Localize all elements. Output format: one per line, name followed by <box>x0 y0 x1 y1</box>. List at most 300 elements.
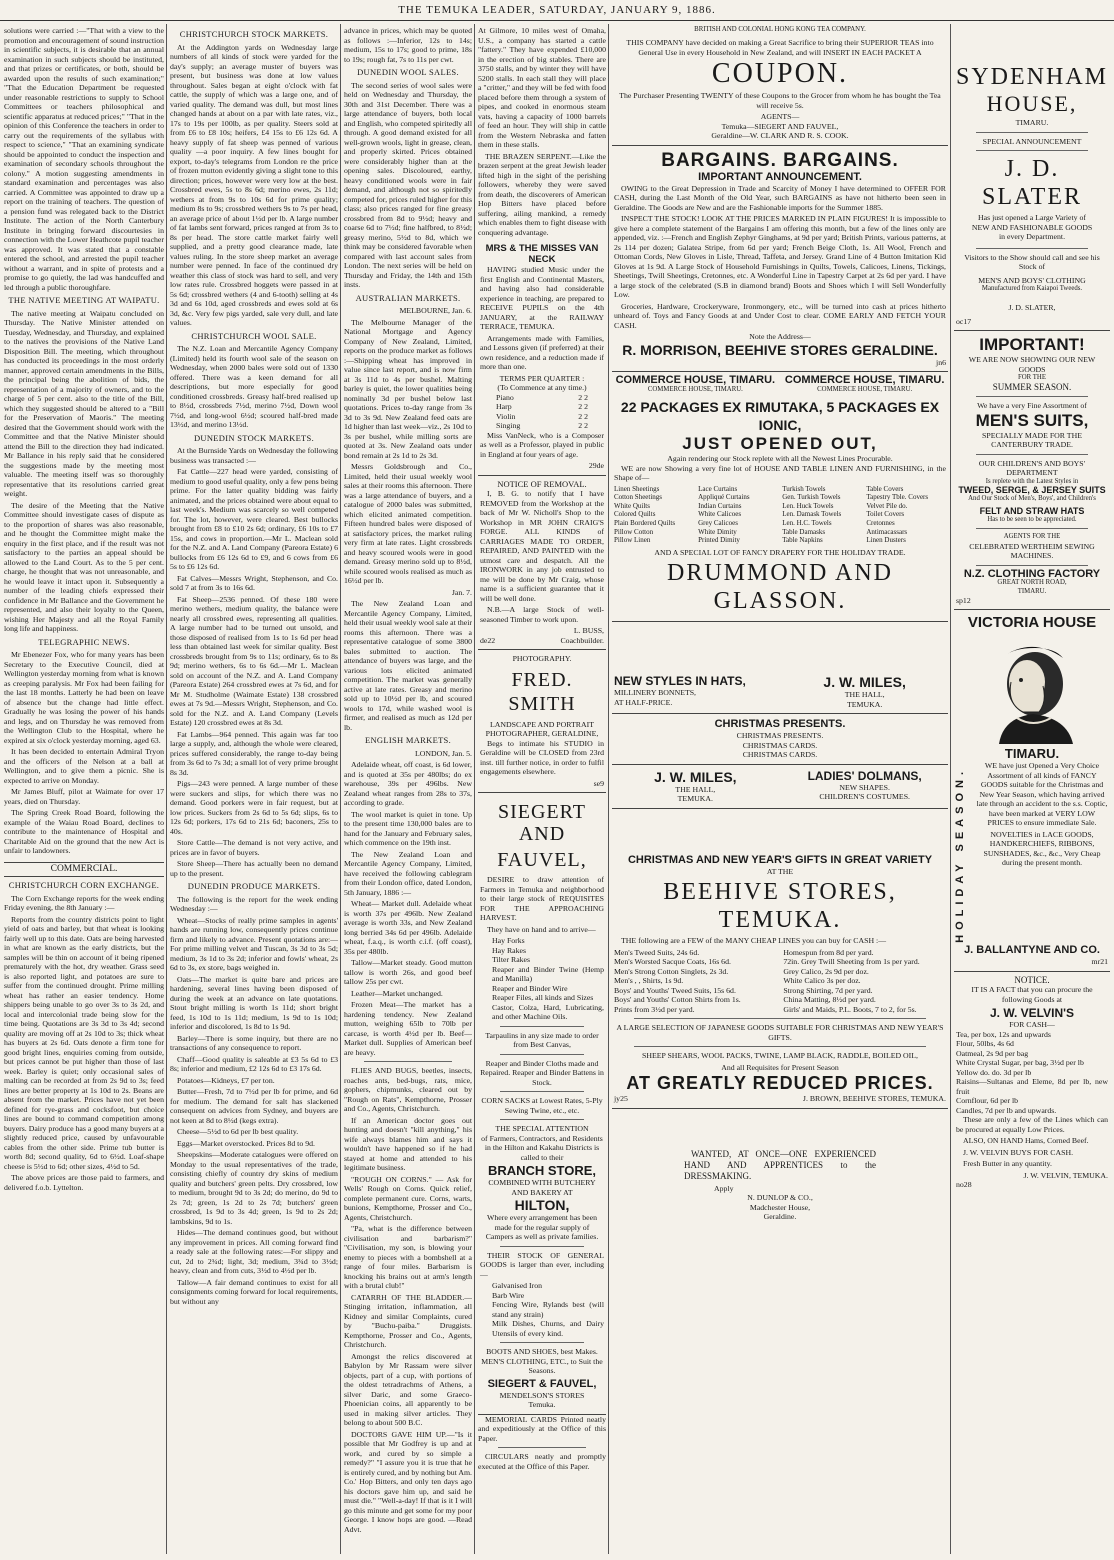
continued-paragraph: advance in prices, which may be quoted as follows :—Inferior, 12s to 14s; medium, 15s to 17s; good to prime, 18s to 19s; rough fat, 7s to 11s per cwt. <box>344 26 472 64</box>
branch-paragraph: Where every arrangement has been made for the regular supply of Campers as well as private families. <box>485 1213 599 1241</box>
hats-title: NEW STYLES IN HATS, <box>614 674 746 689</box>
packages-line: 22 PACKAGES EX RIMUTAKA, 5 PACKAGES EX IONIC, <box>620 399 940 434</box>
velvin-price-list <box>956 1030 1108 1116</box>
branch-store-sub: COMBINED WITH BUTCHERY AND BAKERY AT <box>488 1178 596 1197</box>
christmas-lines <box>614 731 946 760</box>
list-item: Toilet Covers <box>866 510 905 519</box>
native-paragraph: The native meeting at Waipatu concluded on Thursday. The Native Minister attended on Tuesday, Wednesday, and Thursday, and explained to the natives the provisions of the Native Land Disposition Bill. The meeting, which throughout has conducted its proceedings in the most orderly manner, approved certain amendments in the Bills, the principal being the abolition of bids, the representation of a majority of owners, and to the charge of 5 per cent. also to the title of the Bill, which they suggested should be altered to a "Bill for the Preservation of Maoris." The meeting desired that the Government should work with the Committee and that the Native Minister should attend the Bill to the direction they had indicated. Mr Ballance in his reply said that he considered the suggestions made by the meeting most valuable. The meeting itself was so thoroughly representative that its resolutions carried great weight. <box>4 308 164 498</box>
victoria-paragraph: WE have just Opened a Very Choice Assortment of all kinds of FANCY GOODS suitable for the Christmas and New Year Season, which having arrived late through an accident to the s.s. Coptic, have been marked at VERY LOW PRICES to ensure immediate Sale. <box>976 761 1108 828</box>
canterbury-line: SPECIALLY MADE FOR THE CANTERBURY TRADE. <box>982 430 1082 450</box>
divider <box>500 1119 584 1120</box>
dunedin-stock-paragraph: Fat Sheep—2536 penned. Of these 180 were merino wethers, medium quality, the balance were nearly all crossbred ewes, representing all qualities. A large number had to be turned out unsold, and those disposed of realised from 1s to 1s 6d per head less than obtained last week for similar quality. Best crossbreds brought from 9s to 11s; ordinary, 6s to 8s 9d; merino wethers, 6s to 6s 6d.—Mr L. Maclean sold on account of the N.Z. and A. Land Company (Pareora Estate) 264 crossbred ewes at 7s 6d, and for Mr M. Studholme (Waimate Estate) 138 crossbred ewes at 7s 9d.—Messrs Wright, Stephenson, and Co. sold for the N.Z. and A. Land Company (Levels Estate) 120 crossbred ewes at 8s 3d. <box>170 594 338 727</box>
list-item: Homespun from 8d per yard. <box>783 947 874 957</box>
tea-paragraph: The Purchaser Presenting TWENTY of these Coupons to the Grocer from whom he has bought the Tea will receive 5s. <box>619 91 941 110</box>
advert-paragraph: If an American doctor goes out hunting and doesn't "kill anything," his wife always blames him and says it wouldn't have happened so if he had stayed at home and attended to his legitimate business. <box>344 1115 472 1172</box>
list-item: Men's , , Shirts, 1s 9d. <box>614 976 684 986</box>
advert-paragraph: DOCTORS GAVE HIM UP.—"Is it possible that Mr Godfrey is up and at work, and cured by so simple a remedy?" "I assure you it is true that he is entirely cured, and by nothing but Am. Co.' Hop Bitters, and only ten days ago his doctors gave him up, and said he must die." "Well-a-day! If that is it I will go this minute and get some for my poor George. I know hops are good. —Read Advt. <box>344 1429 472 1534</box>
nz-timaru-line: TIMARU. <box>1017 587 1047 595</box>
terms-row <box>480 412 604 422</box>
dunedin-stock-paragraph: Fat Cattle—227 head were yarded, consisting of medium to good useful quality, only a few pens being prime. For the latter quality bidding was fairly animated, and the prices obtained were about equal to last week's. Medium was scarcely so well competed for. The lot, however, were cleared. Best bullocks brought from £8 to £10 2s 6d; ordinary, £6 10s to £7 15s, and cows in proportion.—Mr L. Maclean sold for the N.Z. and A. Land Company (Pareora Estate) 6 bullocks from £6 12s 6d to £9, and 6 cows from £6 5s to £6 12s 6d. <box>170 467 338 571</box>
miles-hats-advert <box>612 670 948 714</box>
produce-paragraph: Cheese—5½d to 6d per lb best quality. <box>177 1127 299 1136</box>
christmas-title: CHRISTMAS PRESENTS. <box>714 718 846 731</box>
list-item: Grey Calicoes <box>698 518 738 527</box>
list-item: White Quilts <box>614 501 650 510</box>
advert-paragraph: FLIES AND BUGS, beetles, insects, roaches ants, bed-bugs, rats, mice, gophers, chipmunks, cleared out by "Rough on Rats", Kempthorne, Prosser and Co., Agents, Christchurch. <box>344 1066 472 1113</box>
list-item: Indian Curtains <box>698 501 742 510</box>
list-item: Candles, 7d per lb and upwards. <box>956 1105 1057 1115</box>
dolmans-sub: NEW SHAPES. <box>839 782 890 792</box>
timaru-line: TIMARU. <box>1015 118 1049 127</box>
van-neck-paragraph: Arrangements made with Families, and Lessons given (if preferred) at their own residence, and a reduction made if more than one. <box>480 333 604 371</box>
divider <box>976 248 1088 249</box>
divider <box>976 454 1088 455</box>
dressmaking-advert <box>612 1145 948 1226</box>
list-item: China Matting, 8½d per yard. <box>783 995 876 1005</box>
dunedin-wool-paragraph: The second series of wool sales were held on Wednesday and Thursday, the 30th and 31st December. There was a large attendance of buyers, both local and English, who competed spiritedly all through. A good demand existed for all well-grown wools, light in grease, clean, and properly skirted. Prices obtained were considerably higher than at the opening sales. Discoloured, earthy, heavy conditioned wools were in fair demand, and although not so spiritedly competed for, prices ruled higher for this class; also prices ranged for fine greasy crossbred from 8d to 9½d; heavy and coarse 6d to 7½d; fine halfbred, to 8½d; greasy merino, 5½d to 8d, which we think may be considered favorable when compared with last account sales from London. The next series will be held on Thursday and Friday, the 14th and 15th insts. <box>344 80 472 289</box>
ad-code: 29de <box>588 461 604 470</box>
terms-price: 2 2 <box>578 411 588 421</box>
advert-paragraph: CATARRH OF THE BLADDER.—Stinging irritation, inflammation, all Kidney and similar Complaints, cured by "Buchu-paiba." Druggists. Kempthorne, Prosser and Co., Agents, Christchurch. <box>344 1292 472 1349</box>
australian-paragraph: Messrs Goldsbrough and Co., Limited, held their usual weekly wool sales at their rooms this afternoon. There was a large attendance of buyers, and a catalogue of 2000 bales was submitted, which elicited animated competition. Fifteen hundred bales were disposed of at satisfactory prices, the market ruling very firm at late rates. Light crossbreds and heavy scoured wools were in good demand. Greasy merino sold up to 8½d, while scoured wools realised as much as 16½d per lb. <box>344 462 472 585</box>
list-item: Tilter Rakes <box>492 955 531 964</box>
list-item: Yellow do. do. 3d per lb <box>956 1067 1032 1077</box>
cheap-lines-list <box>614 948 777 1015</box>
list-item: Galvanised Iron <box>492 1281 543 1290</box>
divider <box>976 528 1088 529</box>
list-item: Raisins—Sultanas and Eleme, 8d per lb, new fruit <box>956 1077 1108 1096</box>
commerce-house-title: COMMERCE HOUSE, TIMARU. <box>784 374 945 387</box>
van-neck-paragraph: HAVING studied Music under the first English and Continental Masters, and having also had considerable experience in teaching, are prepared to RECEIVE PUPILS on the 4th JANUARY, at the RAILWAY TERRACE, TEMUKA. <box>480 265 604 331</box>
telegraphic-paragraph: Mr Ebenezer Fox, who for many years has been Secretary to the Executive Council, died at Wellington yesterday morning from what is known as creeping paralysis. Mr Fox had been failing for the last 18 months. Latterly he had been on leave of absence but the change had little effect. Gradually he was losing the power of his hands and legs, and on Thursday he was removed from the Wellington Club to the Hospital, where he expired at six o'clock yesterday morning, aged 63. <box>4 650 164 745</box>
siegert-list <box>480 936 604 1022</box>
divider <box>634 1046 926 1047</box>
removal-signature: L. BUSS, <box>573 626 604 635</box>
divider <box>976 132 1088 133</box>
slater-line: in every Department. <box>998 232 1066 241</box>
column-rule <box>950 24 951 1554</box>
divider <box>364 1061 452 1062</box>
replete-line: Is replete with the Latest Styles in <box>985 477 1079 485</box>
divider <box>500 1342 584 1343</box>
list-item: Table Damasks <box>782 527 826 536</box>
terms-row <box>480 393 604 403</box>
nz-factory-title: N.Z. CLOTHING FACTORY <box>963 567 1101 580</box>
general-stock-list <box>480 1281 604 1338</box>
for-cash: FOR CASH— <box>1009 1020 1055 1030</box>
cheap-lines-list <box>783 948 946 1015</box>
produce-paragraph: Barley—There is some inquiry, but there are no transactions of any consequence to report. <box>170 1033 338 1052</box>
list-item: Linen Dusters <box>866 536 906 545</box>
advert-paragraph: "Pa, what is the difference between civilisation and barbarism?" "Civilisation, my son, is blowing your enemy to pieces with a bombshell at a range of four miles. Barbarism is knocking his brains out at arm's length with a brutal club!" <box>344 1224 472 1290</box>
velvin-buys: J. W. VELVIN BUYS FOR CASH. <box>963 1147 1074 1157</box>
produce-paragraph: Eggs—Market overstocked. Prices 8d to 9d. <box>177 1138 315 1148</box>
list-item: Plain Bordered Quilts <box>614 518 676 527</box>
tarpaulins-line: Tarpaulins in any size made to order from Best Canvas, <box>485 1030 599 1049</box>
list-item: Barb Wire <box>492 1290 525 1300</box>
list-item: Printed Dimity <box>698 536 740 545</box>
ad-code: oc17 <box>956 316 972 326</box>
wool-paragraph: The N.Z. Loan and Mercantile Agency Company (Limited) held its fourth wool sale of the season on Wednesday, when 2000 bales were sold out of 1330 offered. There was a keen demand for all descriptions, but more especially for good conditioned crossbreds. Greasy half-bred realised up to 8½d, crossbreds 7½d, merino 7½d, Down wool 7½d, and long-wool 6½d; scoured half-bred made 13½d, and merino 13½d. <box>170 344 338 429</box>
list-item: Table Covers <box>866 484 904 493</box>
tea-company-banner: BRITISH AND COLONIAL HONG KONG TEA COMPANY. <box>694 26 866 33</box>
corn-paragraph: The above prices are those paid to farmers, and delivered f.o.b. Lyttelton. <box>4 1173 164 1192</box>
list-item: Reaper and Binder Wire <box>492 983 568 993</box>
hilton-title: HILTON, <box>514 1197 570 1213</box>
memorial-cards: MEMORIAL CARDS Printed neatly and expeditiously at the Office of this Paper. <box>478 1414 606 1443</box>
siegert-list-intro: They have on hand and to arrive— <box>487 924 596 934</box>
australian-paragraph: The Melbourne Manager of the National Mortgage and Agency Company of New Zealand, Limited, reports on the produce market as follows :—Shipping wheat has improved in value since last report, and is now firm at 3s 11d to 4s per bushel. Malting barley is quiet, the lower qualities being nominally 3d per bushel below last quotations. Prices to-day range from 3s 3d to 3s 9d. New Zealand feed oats are 1d higher than last week—viz., 2s 10d to 3s per bushel, while milling sorts are quoted at 3s. New Zealand oats under bond remain at 2s 1d to 2s 3d. <box>344 317 472 460</box>
special-announcement: SPECIAL ANNOUNCEMENT <box>982 136 1082 146</box>
van-neck-advert <box>478 239 606 476</box>
special-attention-paragraph: of Farmers, Contractors, and Residents in the Hilton and Kakahu Districts is called to their <box>481 1133 603 1162</box>
hats-sub: MILLINERY BONNETS, <box>614 688 697 698</box>
north-road-line: GREAT NORTH ROAD, <box>997 579 1067 587</box>
terms-item: Piano <box>496 392 514 402</box>
terms-note: Miss VanNeck, who is a Composer as well as a Professor, played in public in England at four years of age. <box>480 430 604 459</box>
reaper-line: Reaper and Binder Cloths made and Repaired. Reaper and Binder Battens in Stock. <box>480 1058 604 1087</box>
photographer-name: FRED. SMITH <box>508 668 576 715</box>
terms-row <box>480 402 604 412</box>
miles-hall: THE HALL, <box>675 784 716 794</box>
bargains-paragraph: Groceries, Hardware, Crockeryware, Ironmongery, etc., will be turned into cash at prices hitherto unheard of. Toys and Fancy Goods at and Under Cost to clear. COME EARLY AND FETCH YOUR CASH. <box>614 301 946 330</box>
list-item: Castor, Colza, Hard, Lubricating, and other Machine Oils. <box>492 1002 604 1021</box>
slater-line: Manufactured from Kaiapoi Tweeds. <box>981 285 1083 292</box>
sydenham-advert <box>954 26 1110 331</box>
list-item: White Dimity <box>698 527 737 536</box>
agent-line: Temuka—SIEGERT AND FAUVEL, <box>721 121 839 131</box>
showing-line: WE ARE NOW SHOWING OUR NEW GOODS <box>968 355 1096 374</box>
novelties-paragraph: NOVELTIES in LACE GOODS, HANDKERCHIEFS, RIBBONS, SUNSHADES, &c., &c., Very Cheap during the present month. <box>983 829 1101 868</box>
bargains-paragraph: INSPECT THE STOCK! LOOK AT THE PRICES MARKED IN PLAIN FIGURES! It is impossible to give here a complete statement of the Bargains I am offering this month, but a few of the lines only are appended, viz. :—French and English Zephyr Ginghams, at 9d per yard; British Prints, various patterns, at 2s 114 per dozen; Galatea Stripe, from 6d per yard; French Beige Cloth, 1s. All Wool, French and Ottoman Cords, New Gloves in Lisle, Thread, Taffeta, and Jersey. Grand Line of 4 Button Imitation Kid Gloves at 1s 9d. A Large Stock of Household Furnishings in Quilts, Towels, Calicoes, Linens, Tickings, Sheetings, Twill Sheetings, Cretonnes, etc. A Wonderful Line in Tapestry Carpet at 2s 6d per yard. I have a large stock of the celebrated (S.B in diamond brand) Boots and Shoes which I will Sell Wonderfully Low. <box>614 214 946 300</box>
miles-town: TEMUKA. <box>847 699 883 709</box>
stock-paragraph: At the Addington yards on Wednesday large numbers of all kinds of stock were yarded for the day's supply; an average muster of buyers was present, but business was done at low values throughout. Sales began at eight o'clock with fat cattle, the supply of which was a large one, and of varied quality. The demand was dull, but most lines changed hands at about on a par with late rates, viz., 17s to 19s per 100lb, as per quality. Steers sold at from £6 to £8 10s; heifers, £4 15s to £6 12s 6d. A heavy supply of fat sheep was penned of various quality —a poor inquiry. A few lines bought for export, to-day's telegrams from London re the price of frozen mutton evidently giving a slight tone to this direction; prices, however were very low at the best. Crossbred ewes, 5s to 8s 6d; merino ewes, 2s 11d; wethers at from 9s to 10s 6d for prime quality; medium 8s to 9s; crossbred wethers 9s to 7s per head, an average price of about 1½d per lb. A large number of fat lambs sent forward, prices ranged at from 3s to 8s per head. The store cattle market fairly well supplied, and a pretty good clearance made, late values ruling. In the store sheep market an average number were penned. In face of the continued dry weather this class of stock was hard to sell, and very low rates rule. Crossbred hoggets were passed in at 5s 6d; crossbred wethers (4 and 6-tooth) selling at 4s 3d and 6s 10d, aged crossbreds and ewes sold at 6s 3d, &c. Very few pigs yarded, sale very dull, and late values. <box>170 42 338 327</box>
victoria-title: VICTORIA HOUSE <box>967 614 1097 632</box>
removal-paragraph: N.B.—A large Stock of well-seasoned Timber to work upon. <box>480 605 604 624</box>
dolmans-title: LADIES' DOLMANS, <box>807 768 922 783</box>
produce-paragraph: Chaff—Good quality is saleable at £3 5s 6d to £3 8s; inferior and medium, £2 12s 6d to £3 17s 6d. <box>170 1054 338 1073</box>
morrison-sign: R. MORRISON, BEEHIVE STORES GERALDINE. <box>622 341 938 358</box>
list-item: Tapestry Tble. Covers <box>866 493 929 502</box>
siegert-fauvel-advert <box>478 793 606 1415</box>
bargains-paragraph: OWING to the Great Depression in Trade and Scarcity of Money I have determined to OFFER FOR CASH, during the Last Month of the Old Year, such BARGAINS as have not hitherto been seen in Geraldine. The Goods are New and are the Fashionable imports for the Summer 1885. <box>614 183 946 212</box>
english-paragraph: The New Zealand Loan and Mercantile Agency Company, Limited, have received the following cablegram from their London office, dated London, 5th January, 1886 :— <box>344 849 472 897</box>
list-item: Pillow Linen <box>614 536 651 545</box>
linen-list <box>698 485 778 545</box>
terms-item: Harp <box>496 402 512 411</box>
tweed-line: TWEED, SERGE, & JERSEY SUITS <box>958 484 1106 495</box>
list-item: Grey Calico, 2s 9d per doz. <box>783 966 869 976</box>
corn-exchange-heading: CHRISTCHURCH CORN EXCHANGE. <box>8 880 160 890</box>
siegert-paragraph: DESIRE to draw attention of Farmers in Temuka and neighborhood to their large stock of REQUISITES FOR THE APPROACHING HARVEST. <box>480 875 604 922</box>
column-6 <box>954 26 1110 1554</box>
nz-clothing-factory-advert <box>954 331 1110 610</box>
requisites-line: And all Requisites for Present Season <box>721 1062 839 1072</box>
velvin-also: ALSO, ON HAND Hams, Corned Beef. <box>963 1136 1089 1146</box>
telegraphic-heading: TELEGRAPHIC NEWS. <box>38 636 130 647</box>
miles-dolmans-advert <box>612 765 948 809</box>
list-item: Turkish Towels <box>782 484 826 493</box>
english-paragraph: Leather—Market unchanged. <box>351 988 443 998</box>
produce-paragraph: The following is the report for the week ending Wednesday :— <box>170 894 338 913</box>
photography-paragraph: Begs to intimate his STUDIO in Geraldine will be CLOSED from 23rd inst. till further notice, in order to fulfil engagements elsewhere. <box>480 738 604 776</box>
list-item: Lace Curtains <box>698 484 738 493</box>
ad-code: mr21 <box>1091 957 1108 967</box>
column-rule <box>340 24 341 1554</box>
native-paragraph: The desire of the Meeting that the Native Committee should investigate cases of dispute as to the proportion of shares was also reasonable, and he thought the Committee might make the enquiry in the first place, and if the result was not satisfactory to the parties an appeal should be allowed to the Land Court. As to the 5 per cent. charge, he thought that was not unreasonable, and he would leave it intact upon it. Subsequently a number of the leading chiefs expressed their confidence in Mr Ballance and the Government he represented, and also their loyalty to the Queen, wishing Her Majesty and all the Royal Family long life and happiness. <box>4 500 164 633</box>
article-intro: solutions were carried :—"That with a view to the promotion and encouragement of sound instruction in scientific subjects, it is desirable that an annual examination in such subjects should be instituted, and that prizes or certificates, or both, should be awarded upon the results of such examination;" "That the Education Department be requested under reasonable restrictions to supply to School Committees or teachers philosophical and scientific apparatus at reduced prices;" "That in the opinion of this Conference the teachers in order to carry out the requirements of the syllabus with respect to science," "That an examining syndicate should be appointed to conduct the inspection and examination of secondary schools throughout the colony." A motion suggesting amendments in standard examination and percentages was also carried. A Committee was appointed to draw up a report on the training of teachers. The question of a pension fund was relegated back to the District Institute. The action of the North Canterbury Institute in bringing forward discourtesies in connection with the Lower Heathcote pupil teacher was approved. It was stated that a constable entered the school, and arrested the pupil teacher without a warrant, and in spite of protests and a promise to go quietly, the lad was handcuffed and led through a public thoroughfare. <box>4 26 164 292</box>
terms-item: Singing <box>496 421 521 430</box>
wertheim-line: CELEBRATED WERTHEIM SEWING MACHINES. <box>969 541 1095 561</box>
english-paragraph: Adelaide wheat, off coast, is 6d lower, and is quoted at 35s per 480lbs; do ex warehouse, 39s per 496lbs. New Zealand wheat ranges from 28s to 37s, according to grade. <box>344 760 472 807</box>
beehive-stores-advert <box>612 849 948 1109</box>
dunlop-sign: N. DUNLOP & CO., <box>747 1193 813 1203</box>
terms-table <box>480 393 604 431</box>
column-4 <box>478 26 606 1554</box>
photographer-sub: LANDSCAPE AND PORTRAIT PHOTOGRAPHER, GERALDINE, <box>485 719 599 738</box>
list-item: CHRISTMAS CARDS. <box>742 740 818 750</box>
slater-line: NEW AND FASHIONABLE GOODS <box>971 222 1093 232</box>
queen-portrait-icon <box>977 634 1087 744</box>
terms-price: 2 2 <box>578 402 588 411</box>
for-the: FOR THE <box>1017 374 1046 382</box>
list-item: Tea, per box, 12s and upwards <box>956 1029 1051 1039</box>
miles-town: TEMUKA. <box>677 794 713 804</box>
wanted-paragraph: WANTED, AT ONCE—ONE EXPERIENCED HAND AND APPRENTICES to the DRESSMAKING. <box>684 1148 876 1181</box>
ballantyne-sign: J. BALLANTYNE AND CO. <box>964 944 1100 957</box>
notice-heading: NOTICE. <box>1014 974 1050 985</box>
dunedin-stock-paragraph: At the Burnside Yards on Wednesday the following business was transacted :— <box>170 446 338 465</box>
corn-paragraph: The Corn Exchange reports for the week ending Friday evening, the 8th January :— <box>4 893 164 912</box>
english-paragraph: Frozen Meat—The market has a hardening tendency. New Zealand mutton, weighing 65lb to 70lb per carcase, is worth 4½d per lb. Beef—Market dull. Supplies of American beef are heavy. <box>344 1000 472 1057</box>
list-item: Men's Worsted Sacque Coats, 16s 6d. <box>614 957 731 967</box>
produce-paragraph: Tallow—A fair demand continues to exist for all consignments coming forward for local requirements, but without any <box>170 1277 338 1306</box>
list-item: Boys' and Youths' Cotton Shirts from 1s. <box>614 995 741 1005</box>
dateline: Jan. 7. <box>451 587 472 597</box>
divider <box>976 150 1088 151</box>
linen-list <box>614 485 694 545</box>
dolmans-sub: CHILDREN'S COSTUMES. <box>819 792 910 802</box>
ad-code: jy25 <box>614 1094 628 1104</box>
mendelson-stores: MENDELSON'S STORES <box>499 1390 585 1400</box>
dunlop-town: Geraldine. <box>763 1212 797 1222</box>
terms-price: 2 2 <box>578 392 588 402</box>
velvin-sign: J. W. VELVIN, TEMUKA. <box>1023 1170 1108 1180</box>
dunedin-wool-heading: DUNEDIN WOOL SALES. <box>357 67 459 77</box>
divider <box>976 565 1088 566</box>
commercial-heading: COMMERCIAL. <box>4 862 164 878</box>
linen-list <box>866 485 946 545</box>
list-item: Colored Quilts <box>614 510 656 519</box>
commerce-house-title: COMMERCE HOUSE, TIMARU. <box>615 374 776 387</box>
produce-paragraph: Potatoes—Kidneys, £7 per ton. <box>177 1075 275 1085</box>
slater-line: MEN'S AND BOYS' CLOTHING <box>978 275 1086 285</box>
note-address: Note the Address— <box>749 332 811 342</box>
produce-markets-heading: DUNEDIN PRODUCE MARKETS. <box>187 881 321 891</box>
commerce-house-sub: COMMERCE HOUSE, TIMARU. <box>647 385 743 393</box>
assortment-line: We have a very Fine Assortment of <box>977 401 1087 411</box>
list-item: White Calicoes <box>698 510 742 519</box>
brown-sign: J. BROWN, BEEHIVE STORES, TEMUKA. <box>802 1094 946 1104</box>
van-neck-title: MRS & THE MISSES VAN NECK <box>485 243 599 265</box>
list-item: Velvet Pile do. <box>866 501 908 510</box>
miles-hall: THE HALL, <box>844 690 885 700</box>
divider <box>500 1246 584 1247</box>
tea-paragraph: THIS COMPANY have decided on making a Great Sacrifice to bring their SUPERIOR TEAS into General Use in every Household in New Zealand, and will INSERT IN EACH PACKET A <box>626 38 934 57</box>
removal-paragraph: I, B. G. to notify that I have REMOVED from the Workshop at the back of Mr W. Nicholl's Shop to the Workshop in MR JOHN CRAIG'S FORGE. ALL KINDS of CARRIAGES MADE TO ORDER, REPAIRED, AND PAINTED with the utmost care and despatch. All the IRONWORK in any job entrusted to me will be done by Mr Craig, whose name is a sufficient guarantee that it will be well done. <box>480 489 604 603</box>
divider <box>498 1447 586 1448</box>
list-item: Table Napkins <box>782 536 823 545</box>
column-5 <box>612 26 948 1554</box>
english-paragraph: Wheat— Market dull. Adelaide wheat is worth 37s per 496lb. New Zealand average is worth 33s, and New Zealand long berried 34s 6d per 496lb. Adelaide wheat, f.a.q., is worth c.i.f. (off coast), 35s per 480lb. <box>344 899 472 956</box>
dunedin-stock-paragraph: Store Sheep—There has actually been no demand up to the present. <box>170 859 338 878</box>
terms-item: Violin <box>496 411 516 421</box>
velvin-note: These are only a few of the Lines which can be procured at equally Low Prices. <box>956 1115 1108 1134</box>
dunedin-stock-paragraph: Pigs—243 were penned. A large number of these were suckers and slips, for which there was no demand. Good porkers were in fair request, but at low prices. Suckers from 2s 6d to 5s 6d; slips, 6s to 12s 6d; porkers, 17s 6d to 21s 6d; baconers, 25s to 40s. <box>170 779 338 836</box>
tea-coupon-advert <box>612 34 948 146</box>
slater-line: Visitors to the Show should call and see his Stock of <box>964 252 1100 271</box>
velvin-title: J. W. VELVIN'S <box>990 1006 1074 1021</box>
list-item: CHRISTMAS CARDS. <box>742 750 818 760</box>
appreciated-line: Has to be seen to be appreciated. <box>987 516 1077 524</box>
showing-paragraph: WE are now Showing a very fine lot of HOUSE AND TABLE LINEN AND FURNISHING, in the Shape of— <box>614 463 946 483</box>
column-rule <box>474 24 475 1554</box>
important-title: IMPORTANT! <box>979 335 1085 355</box>
holiday-season-label: HOLIDAY SEASON. <box>954 767 966 944</box>
ad-code: jn6 <box>936 357 946 367</box>
slater-title: J. D. SLATER <box>981 156 1082 210</box>
summer-season: SUMMER SEASON. <box>992 381 1072 392</box>
english-paragraph: Tallow—Market steady. Good mutton tallow is worth 26s, and good beef tallow 25s per cwt. <box>344 958 472 986</box>
agents-label: AGENTS— <box>760 112 800 122</box>
ad-code: sp12 <box>956 595 971 605</box>
list-item: Boys' and Youths' Tweed Suits, 15s 6d. <box>614 985 736 995</box>
sheep-shears-line: SHEEP SHEARS, WOOL PACKS, TWINE, LAMP BLACK, RADDLE, BOILED OIL, <box>641 1051 918 1061</box>
hats-sub: AT HALF-PRICE. <box>614 697 673 707</box>
produce-paragraph: Sheepskins—Moderate catalogues were offered on Monday to the usual representatives of the trade, consisting chiefly of country dry skins of medium quality and butchers' green pelts. Dry crossbred, low to medium, brought 9d to 3s 2d; do merino, do 9d to 2s 7d; green, 1s 2d to 2s 7d; butchers' green crossbred, 1s 9d to 3s 4d; green, 1s 9d to 2s 2d; lambskins, 9d to 1s. <box>170 1150 338 1226</box>
list-item: Men's Tweed Suits, 24s 6d. <box>614 947 700 957</box>
native-meeting-heading: THE NATIVE MEETING AT WAIPATU. <box>8 295 160 305</box>
terms-price: 2 2 <box>578 421 588 430</box>
australian-markets-heading: AUSTRALIAN MARKETS. <box>355 292 461 303</box>
list-item: Cretonnes <box>866 518 895 527</box>
list-item: Appliqué Curtains <box>698 493 750 502</box>
telegraphic-paragraph: It has been decided to entertain Admiral Tryon and the officers of the Nelson at a ball at Wellington, and to give them a picnic. She is expected to arrive on Monday. <box>4 747 164 785</box>
dunedin-stock-paragraph: Store Cattle—The demand is not very active, and prices are in favor of buyers. <box>170 838 338 857</box>
sydenham-title: SYDENHAM <box>956 64 1109 90</box>
stock-markets-heading: CHRISTCHURCH STOCK MARKETS. <box>179 29 329 39</box>
boots-line: BOOTS AND SHOES, best Makes. MEN'S CLOTHING, ETC., to Suit the Seasons. <box>481 1347 603 1375</box>
list-item: Oatmeal, 2s 9d per bag <box>956 1048 1029 1058</box>
list-item: Linen Sheetings <box>614 484 660 493</box>
slater-sign: J. D. SLATER, <box>1008 303 1056 313</box>
list-item: Flour, 50lbs, 4s 6d <box>956 1039 1014 1049</box>
victoria-timaru: TIMARU. <box>1004 746 1060 762</box>
list-item: Cornflour, 6d per lb <box>956 1096 1019 1106</box>
divider <box>500 1054 584 1055</box>
advert-paragraph: Amongst the relics discovered at Babylon by Mr Rassam were silver objects, part of a cup, with portions of the oldest tetradrachms of Athens, a silver Daric, and some Graeco-Phoenician coins, all apparently to be used in making silver articles. They belong to about 500 B.C. <box>344 1351 472 1427</box>
removal-advert <box>478 476 606 651</box>
list-item: Girls' and Maids, P.L. Boots, 7 to 2, for 5s. <box>783 1004 917 1014</box>
terms-sub: (To Commence at any time.) <box>497 383 587 392</box>
dateline: LONDON, Jan. 5. <box>415 748 472 758</box>
divider <box>976 396 1088 397</box>
produce-paragraph: Oats—The market is quite bare and prices are hardening, several lines having been disposed of during the week at an advance on late quotations. Stout bright milling is worth 1s 11d; short bright feed, 1s 10d to 1s 11d; medium, 1s 9d to 1s 10d; inferior and discolored, 1s 8d to 1s 9d. <box>170 974 338 1031</box>
fancy-drapery-line: AND A SPECIAL LOT OF FANCY DRAPERY FOR THE HOLIDAY TRADE. <box>654 547 906 557</box>
english-paragraph: The wool market is quiet in tone. Up to the present time 130,000 bales are to hand for the January and February sales, which commence on the 19th inst. <box>344 809 472 847</box>
gifts-title: CHRISTMAS AND NEW YEAR'S GIFTS IN GREAT VARIETY <box>627 853 933 866</box>
list-item: Fencing Wire, Rylands best (will stand any strain) <box>492 1300 604 1319</box>
christmas-presents-advert <box>612 714 948 765</box>
special-attention-heading: THE SPECIAL ATTENTION <box>495 1124 589 1133</box>
divider <box>634 1018 926 1019</box>
beehive-title: BEEHIVE STORES, TEMUKA. <box>663 879 897 934</box>
list-item: Strong Shirting, 7d per yard. <box>783 985 873 995</box>
list-item: Hay Forks <box>492 936 525 945</box>
produce-paragraph: Wheat—Stocks of really prime samples in agents' hands are running low, consequently prices continue firm and likely to advance. Present quotations are:—For prime milling velvet and Tuscan, 3s 3d to 3s 5d; medium, 3s 1d to 3s 2d; inferior and fowls' wheat, 2s 6d to 3s, ex store, bags weighed in. <box>170 915 338 972</box>
ad-code: no28 <box>956 1180 972 1190</box>
mens-suits-title: MEN'S SUITS, <box>975 410 1089 430</box>
velvin-intro: IT IS A FACT that you can procure the following Goods at <box>971 985 1093 1004</box>
general-stock-heading: THEIR STOCK OF GENERAL GOODS is larger than ever, including— <box>480 1250 604 1279</box>
siegert-fauvel-sign: SIEGERT & FAUVEL, <box>487 1377 597 1390</box>
replete-line: Again rendering our Stock replete with all the Newest Lines Procurable. <box>667 454 893 464</box>
list-item: 72in. Grey Twill Sheeting from 1s per yard. <box>783 957 920 967</box>
list-item: Antimacassars <box>866 527 908 536</box>
apply-label: Apply <box>714 1183 734 1193</box>
list-item: Milk Dishes, Churns, and Dairy Utensils of every kind. <box>492 1319 604 1338</box>
at-the: AT THE <box>766 866 794 876</box>
dunedin-stock-paragraph: Fat Lambs—964 penned. This again was far too large a supply, and, although the whole were cleared, prices suffered considerably, the range to-day being from 3s 6d to 7s 3d; a small lot of very prime brought 8s 3d. <box>170 729 338 777</box>
produce-paragraph: Hides—The demand continues good, but without any improvement in prices. All coming forward find a ready sale at the following rates:—For slippy and cut, 2d to 2¾d; light, 3d; medium, 3¾d to 3½d; heavy, clean and from cuts, 3½d to 4½d per lb. <box>170 1228 338 1275</box>
drummond-glasson-sign: DRUMMOND AND GLASSON. <box>666 560 894 615</box>
ad-code: de22 <box>480 635 496 645</box>
siegert-title: FAUVEL, <box>497 849 587 871</box>
column-rule <box>166 24 167 1554</box>
list-item: White Crystal Sugar, per bag, 3½d per lb <box>956 1058 1084 1068</box>
velvin-notice <box>954 972 1110 1194</box>
bargains-title: BARGAINS. BARGAINS. <box>661 149 899 171</box>
column-3 <box>344 26 472 1554</box>
boys-dept-line: OUR CHILDREN'S AND BOYS' DEPARTMENT <box>978 458 1086 478</box>
fattery-paragraph: At Gilmore, 10 miles west of Omaha, U.S., a company has started a cattle "fattery." They have expended £10,000 in the erection of big stables. There are 3750 stalls, and by winter they will have 5200 stalls. In each stall they will place a "critter," and they will be fed with food placed before them through a system of pipes, and cooked in enormous steam vats, having a capacity of 1000 barrels of feed an hour. They will ship in cattle from the Western Nebraska and fatten them in these stalls. <box>478 26 606 149</box>
list-item: Len. Huck Towels <box>782 501 834 510</box>
telegraphic-paragraph: The Spring Creek Road Board, following the example of the Waiau Road Board, declines to contribute to the maintenance of Hospital and Charitable Aid on the ground that the new Act is unfair to landowners. <box>4 808 164 855</box>
photography-advert <box>478 650 606 793</box>
list-item: Pillow Cotton <box>614 527 654 536</box>
announcement-title: IMPORTANT ANNOUNCEMENT. <box>698 170 862 183</box>
circulars: CIRCULARS neatly and promptly executed at the Office of this Paper. <box>478 1452 606 1471</box>
cheap-lines-intro: THE following are a FEW of the MANY CHEAP LINES you can buy for CASH :— <box>621 936 886 946</box>
removal-signature-title: Coachbuilder. <box>560 635 604 645</box>
telegraphic-paragraph: Mr James Bluff, pilot at Waimate for over 17 years, died on Thursday. <box>4 787 164 806</box>
slater-line: Has just opened a Large Variety of <box>978 213 1086 222</box>
english-markets-heading: ENGLISH MARKETS. <box>364 735 452 745</box>
divider <box>500 1091 584 1092</box>
wool-sale-heading: CHRISTCHURCH WOOL SALE. <box>191 330 317 341</box>
corn-paragraph: Reports from the country districts point to light yield of oats and barley, but that wheat is looking fairly well up to this date. Oats are being harvested in what are known as the early districts, but the samples will be thin on account of it being ripened prematurely with the hot, dry weather. Grass seed is also reported light, and potatoes are sure to suffer from the continued drought. Prime milling wheat has rather an easier tendency. Home shippers being unable to go over 3s to 3s 2d, and local and intercolonial trade being slow for the time being. Quotations are 3s 3d to 3s 4d; second quality are moving off at 2s 10d to 3s; thick wheat has buyers at 2s 6d. Oats denote a firm tone for good bright lines, enquiries coming from outside, but prices cannot be put higher than those of last week. Barley is quiet; only occasional sales of malting can be recorded at from 2s 9d to 3s; feed lines are better property at 1s 10d to 2s. Beans are absent from the market. Prices have not yet been defined for rye-grass and cocksfoot, but choice lines are bound to command competition among buyers. Dairy produce has a good many buyers at a slightly reduced price, caused by unfavourable cables from the other side. Prime tub butter is worth 8d; second quality, 6d to 6½d. Loaf-shape cheese is 5½d to 6d; other sizes, 4½d to 5d. <box>4 914 164 1171</box>
divider <box>500 1026 584 1027</box>
masthead: THE TEMUKA LEADER, SATURDAY, JANUARY 9, 1886. <box>0 4 1114 21</box>
ad-code: se9 <box>593 778 604 788</box>
linen-list <box>782 485 862 545</box>
dunedin-stock-paragraph: Fat Calves—Messrs Wright, Stephenson, and Co. sold 7 at from 3s to 16s 6d. <box>170 573 338 592</box>
photography-heading: PHOTOGRAPHY. <box>512 654 572 663</box>
branch-store-title: BRANCH STORE, <box>487 1163 597 1178</box>
miles-name: J. W. MILES, <box>654 768 737 785</box>
coupon-title: COUPON. <box>711 58 849 90</box>
sf-town: Temuka. <box>528 1400 556 1409</box>
